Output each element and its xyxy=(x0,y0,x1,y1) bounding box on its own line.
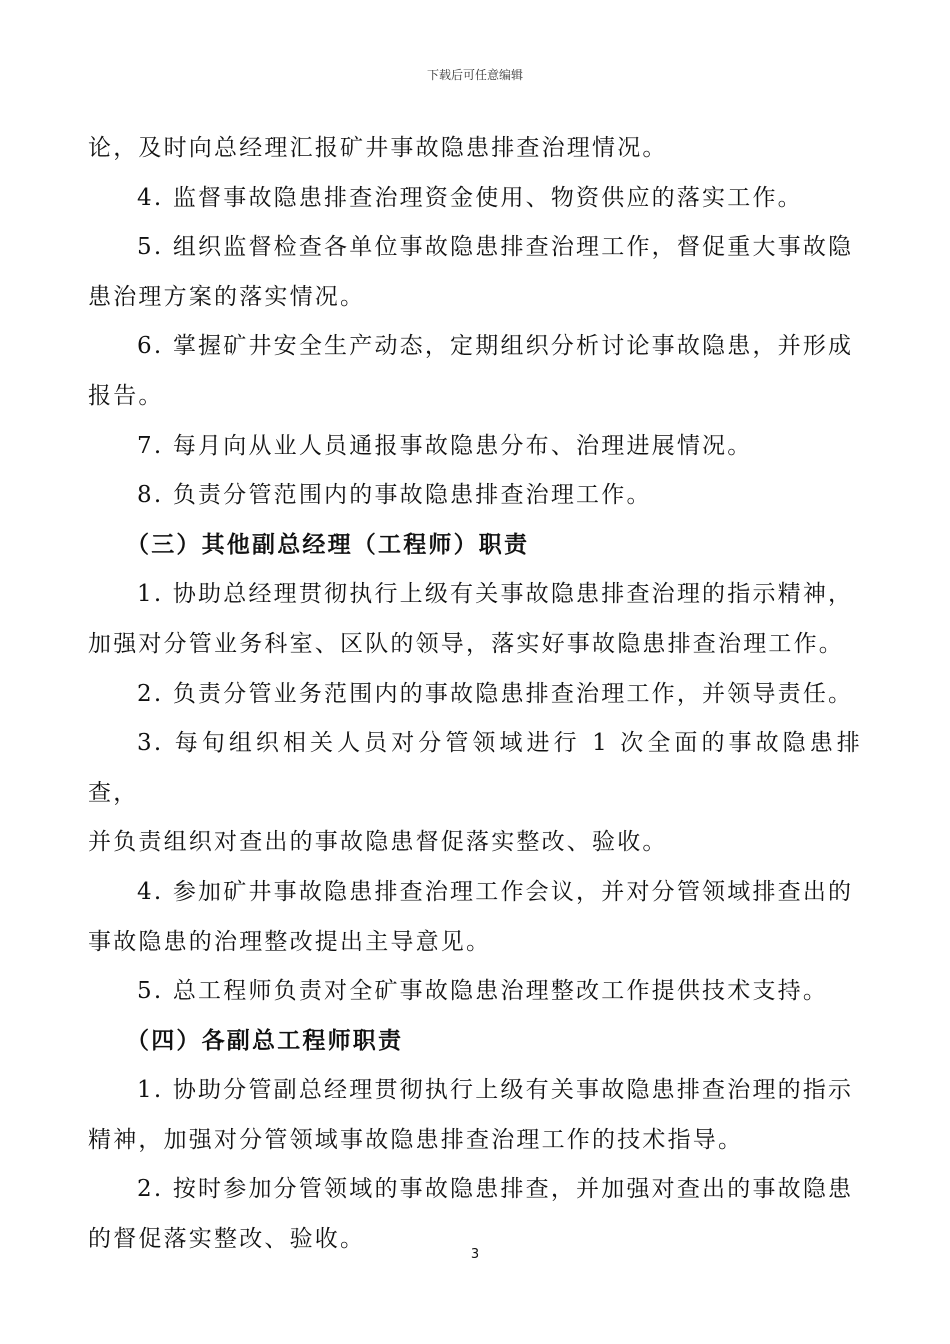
page-number: 3 xyxy=(470,1247,480,1262)
body-line: 的督促落实整改、验收。 xyxy=(88,1226,366,1253)
document-body xyxy=(88,124,862,1265)
body-line: 精神，加强对分管领域事故隐患排查治理工作的技术指导。 xyxy=(88,1126,744,1153)
body-line: 2. 负责分管业务范围内的事故隐患排查治理工作，并领导责任。 xyxy=(137,680,854,707)
body-line: 报告。 xyxy=(88,382,164,409)
body-line: 1. 协助总经理贯彻执行上级有关事故隐患排查治理的指示精神， xyxy=(137,581,854,608)
body-line: 5. 组织监督检查各单位事故隐患排查治理工作，督促重大事故隐 xyxy=(137,234,854,261)
body-line: 并负责组织对查出的事故隐患督促落实整改、验收。 xyxy=(88,829,668,856)
body-line: 1. 协助分管副总经理贯彻执行上级有关事故隐患排查治理的指示 xyxy=(137,1077,854,1104)
body-line: 患治理方案的落实情况。 xyxy=(88,283,366,310)
body-line: 3. 每旬组织相关人员对分管领域进行 1 次全面的事故隐患排查， xyxy=(88,730,862,806)
body-line: 4. 监督事故隐患排查治理资金使用、物资供应的落实工作。 xyxy=(137,184,803,211)
section-heading: （三）其他副总经理（工程师）职责 xyxy=(126,531,530,558)
body-line: 8. 负责分管范围内的事故隐患排查治理工作。 xyxy=(137,482,652,509)
body-line: 事故隐患的治理整改提出主导意见。 xyxy=(88,928,492,955)
page-header: 下载后可任意编辑 xyxy=(426,68,523,82)
body-line: 4. 参加矿井事故隐患排查治理工作会议，并对分管领域排查出的 xyxy=(137,878,854,905)
body-line: 2. 按时参加分管领域的事故隐患排查，并加强对查出的事故隐患 xyxy=(137,1176,854,1203)
body-line: 论，及时向总经理汇报矿井事故隐患排查治理情况。 xyxy=(88,135,668,161)
body-line: 7. 每月向从业人员通报事故隐患分布、治理进展情况。 xyxy=(137,432,753,459)
section-heading: （四）各副总工程师职责 xyxy=(126,1027,404,1054)
body-line: 加强对分管业务科室、区队的领导，落实好事故隐患排查治理工作。 xyxy=(88,630,844,657)
body-line: 6. 掌握矿井安全生产动态，定期组织分析讨论事故隐患，并形成 xyxy=(137,333,854,360)
body-line: 5. 总工程师负责对全矿事故隐患治理整改工作提供技术支持。 xyxy=(137,978,829,1005)
